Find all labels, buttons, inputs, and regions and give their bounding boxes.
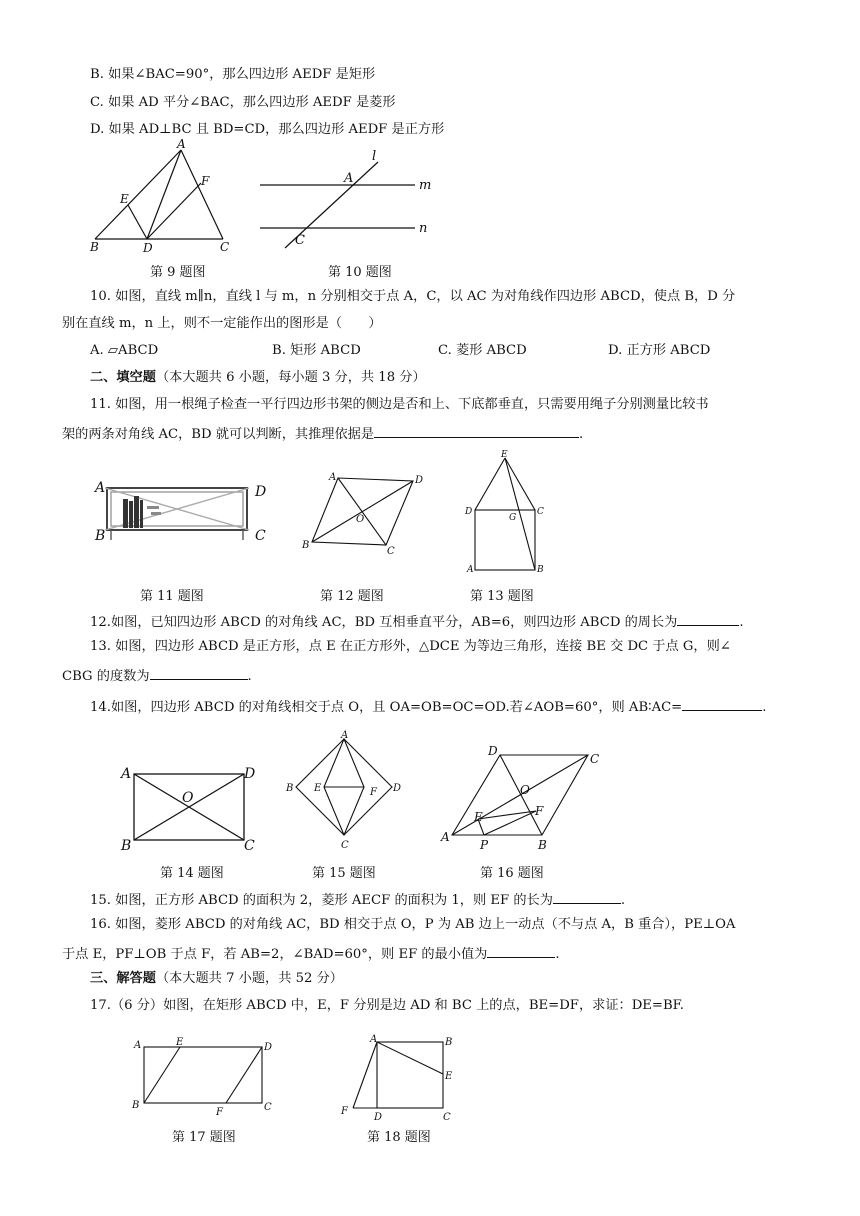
fig15-label-f: F — [370, 787, 377, 798]
fig14-label-a: A — [121, 766, 132, 782]
caption-fig11: 第 11 题图 — [140, 589, 204, 604]
fig16-label-d: D — [488, 744, 498, 758]
q15-answer-blank[interactable] — [553, 889, 621, 904]
fig13-label-b: B — [537, 565, 544, 575]
fig9-label-e: E — [120, 192, 129, 206]
q12-text: 12.如图，已知四边形 ABCD 的对角线 AC，BD 互相垂直平分，AB=6，则四边形 ABCD 的周长为 — [90, 615, 678, 630]
q10-option-d: D. 正方形 ABCD — [608, 343, 711, 358]
section-3-heading — [90, 970, 343, 988]
fig16-label-c: C — [590, 752, 600, 766]
caption-fig9: 第 9 题图 — [150, 265, 206, 280]
fig17-label-c: C — [264, 1102, 272, 1113]
fig9-label-f: F — [201, 174, 210, 188]
q12-answer-blank[interactable] — [677, 611, 739, 626]
caption-fig12: 第 12 题图 — [320, 589, 384, 604]
q14-text: 14.如图，四边形 ABCD 的对角线相交于点 O，且 OA=OB=OC=OD.若∠AOB=60°，则 AB∶AC= — [90, 700, 683, 715]
figure-11 — [95, 478, 270, 548]
fig17-label-f: F — [216, 1107, 223, 1118]
q16-line2-wrap: 于点 E，PF⊥OB 于点 F，若 AB=2，∠BAD=60°，则 EF 的最小值为 . — [62, 943, 560, 964]
q10-line1: 10. 如图，直线 m∥n，直线 l 与 m，n 分别相交于点 A，C，以 AC 为对角线作四边形 ABCD，使点 B，D 分 — [90, 289, 736, 304]
caption-fig16: 第 16 题图 — [480, 866, 544, 881]
figure-15 — [282, 727, 407, 857]
fig16-label-p: P — [480, 838, 489, 852]
fig9-label-b: B — [90, 240, 99, 254]
q17-line: 17.（6 分）如图，在矩形 ABCD 中，E，F 分别是边 AD 和 BC 上的点，BE=DF，求证：DE=BF. — [90, 998, 684, 1013]
q10-option-b: B. 矩形 ABCD — [272, 343, 361, 358]
fig10-label-c: C — [295, 233, 305, 248]
q15-line: 15. 如图，正方形 ABCD 的面积为 2，菱形 AECF 的面积为 1，则 EF 的长为 . — [90, 889, 625, 910]
fig13-label-g: G — [509, 513, 517, 523]
fig13-label-e: E — [501, 450, 508, 460]
q16-line2: 于点 E，PF⊥OB 于点 F，若 AB=2，∠BAD=60°，则 EF 的最小值为 — [62, 947, 488, 962]
fig11-label-a: A — [95, 480, 106, 496]
figure-12 — [298, 468, 424, 558]
caption-fig18: 第 18 题图 — [367, 1130, 431, 1145]
fig10-label-a: A — [344, 171, 354, 186]
fig10-label-m: m — [419, 178, 432, 193]
fig17-label-e: E — [176, 1037, 184, 1048]
q15-text: 15. 如图，正方形 ABCD 的面积为 2，菱形 AECF 的面积为 1，则 EF 的长为 — [90, 893, 553, 908]
fig11-label-c: C — [255, 528, 266, 544]
fig18-label-f: F — [341, 1106, 348, 1117]
section-2-title: 二、填空题 — [90, 370, 156, 385]
q10-option-c: C. 菱形 ABCD — [438, 343, 527, 358]
q11-answer-blank[interactable] — [374, 423, 579, 438]
fig10-label-n: n — [419, 221, 428, 236]
fig16-label-f: F — [535, 804, 544, 818]
fig15-label-b: B — [286, 783, 294, 794]
caption-fig15: 第 15 题图 — [312, 866, 376, 881]
fig14-label-o: O — [182, 790, 194, 806]
q16-line1: 16. 如图，菱形 ABCD 的对角线 AC，BD 相交于点 O，P 为 AB 边上一动点（不与点 A，B 重合），PE⊥OA — [90, 917, 736, 932]
fig15-label-a: A — [341, 730, 349, 741]
q11-line2: 架的两条对角线 AC，BD 就可以判断，其推理依据是 — [62, 427, 375, 442]
q14-answer-blank[interactable] — [682, 696, 762, 711]
section-2-heading — [90, 369, 426, 387]
fig13-label-c: C — [537, 507, 544, 517]
fig17-label-d: D — [264, 1042, 273, 1053]
fig16-label-b: B — [538, 838, 547, 852]
caption-fig17: 第 17 题图 — [172, 1130, 236, 1145]
fig18-label-b: B — [445, 1037, 453, 1048]
fig12-label-c: C — [387, 546, 395, 557]
fig9-label-d: D — [143, 241, 153, 255]
figure-10 — [255, 150, 435, 255]
figure-18 — [333, 1030, 463, 1125]
fig12-label-a: A — [329, 472, 337, 483]
fig18-label-d: D — [374, 1112, 383, 1123]
figure-9 — [90, 137, 240, 255]
q16-answer-blank[interactable] — [487, 943, 555, 958]
fig18-label-c: C — [443, 1112, 451, 1123]
figure-13 — [462, 448, 552, 573]
q9-option-c: C. 如果 AD 平分∠BAC，那么四边形 AEDF 是菱形 — [90, 95, 396, 110]
q13-answer-blank[interactable] — [150, 665, 248, 680]
section-2-desc: （本大题共 6 小题，每小题 3 分，共 18 分） — [155, 370, 426, 385]
caption-fig10: 第 10 题图 — [328, 265, 392, 280]
fig16-label-a: A — [441, 830, 450, 844]
fig9-label-c: C — [220, 240, 230, 254]
fig12-label-b: B — [302, 540, 310, 551]
fig18-label-a: A — [370, 1034, 378, 1045]
fig14-label-c: C — [244, 838, 255, 854]
fig14-label-b: B — [121, 838, 132, 854]
q9-option-b: B. 如果∠BAC=90°，那么四边形 AEDF 是矩形 — [90, 67, 376, 82]
fig11-label-b: B — [95, 528, 106, 544]
q9-option-d: D. 如果 AD⊥BC 且 BD=CD，那么四边形 AEDF 是正方形 — [90, 122, 445, 137]
q13-line2-wrap: CBG 的度数为 . — [62, 665, 252, 686]
fig13-label-d: D — [465, 507, 473, 517]
section-3-desc: （本大题共 7 小题，共 52 分） — [155, 971, 343, 986]
fig14-label-d: D — [244, 766, 256, 782]
fig15-label-d: D — [393, 783, 402, 794]
fig12-label-d: D — [415, 475, 424, 486]
fig13-label-a: A — [467, 565, 474, 575]
q12-line: 12.如图，已知四边形 ABCD 的对角线 AC，BD 互相垂直平分，AB=6，则四边形 ABCD 的周长为 . — [90, 611, 744, 632]
fig16-label-e: E — [474, 810, 483, 824]
section-3-title: 三、解答题 — [90, 971, 156, 986]
figure-17 — [130, 1035, 280, 1120]
fig11-label-d: D — [255, 484, 267, 500]
fig16-label-o: O — [520, 783, 530, 797]
fig15-label-c: C — [341, 840, 349, 851]
caption-fig13: 第 13 题图 — [470, 589, 534, 604]
q11-line1: 11. 如图，用一根绳子检查一平行四边形书架的侧边是否和上、下底都垂直，只需要用绳子分别测量比较书 — [90, 397, 709, 412]
fig12-label-o: O — [356, 514, 365, 525]
fig17-label-b: B — [132, 1100, 140, 1111]
fig10-label-l: l — [372, 149, 377, 164]
q13-line2: CBG 的度数为 — [62, 669, 150, 684]
fig15-label-e: E — [314, 783, 322, 794]
fig17-label-a: A — [134, 1040, 142, 1051]
fig9-label-a: A — [177, 137, 186, 151]
q10-option-a: A. ▱ABCD — [90, 343, 159, 358]
q10-line2: 别在直线 m，n 上，则不一定能作出的图形是（ ） — [62, 316, 382, 331]
q13-line1: 13. 如图，四边形 ABCD 是正方形，点 E 在正方形外，△DCE 为等边三角形，连接 BE 交 DC 于点 G，则∠ — [90, 639, 731, 654]
figure-14 — [118, 762, 263, 857]
caption-fig14: 第 14 题图 — [160, 866, 224, 881]
figure-16 — [438, 743, 608, 853]
q11-line2-wrap: 架的两条对角线 AC，BD 就可以判断，其推理依据是 . — [62, 423, 583, 444]
q14-line: 14.如图，四边形 ABCD 的对角线相交于点 O，且 OA=OB=OC=OD.若∠AOB=60°，则 AB∶AC= . — [90, 696, 766, 717]
fig18-label-e: E — [445, 1071, 453, 1082]
